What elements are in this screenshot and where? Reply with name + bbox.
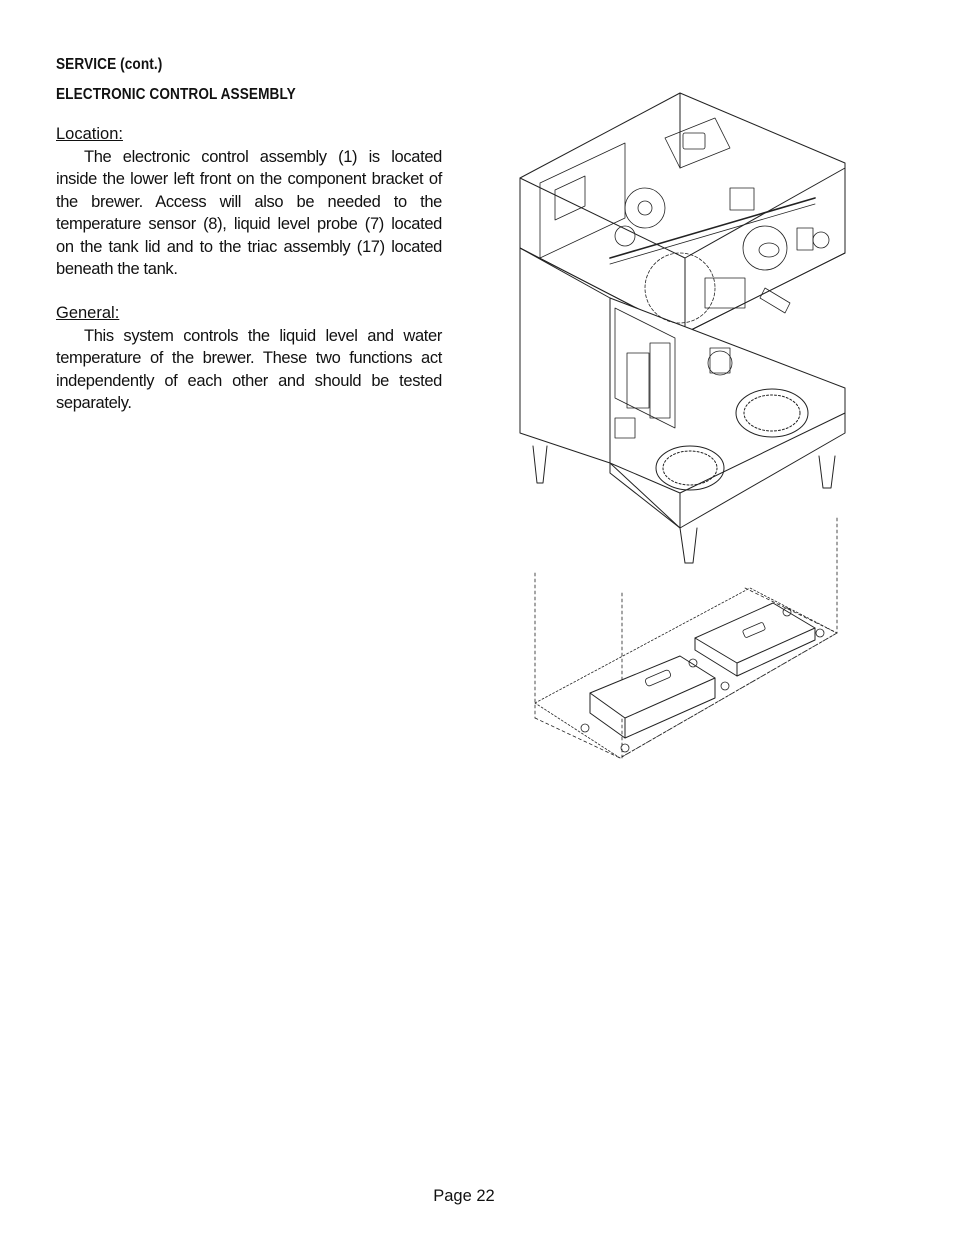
section-heading: SERVICE (cont.) — [56, 56, 163, 73]
general-label: General: — [56, 304, 120, 322]
brewer-exploded-illustration — [515, 88, 855, 768]
page-title: ELECTRONIC CONTROL ASSEMBLY — [56, 86, 296, 103]
location-label: Location: — [56, 125, 123, 143]
upper-housing-drawing — [520, 93, 845, 333]
page-number: Page 22 — [433, 1187, 495, 1205]
general-section — [56, 302, 442, 415]
base-tray-drawing — [535, 588, 837, 758]
location-section — [56, 123, 442, 281]
general-paragraph: This system controls the liquid level and water temperature of the brewer. These two functions act independently of each other and should be tested separately. — [56, 326, 442, 412]
location-paragraph: The electronic control assembly (1) is located inside the lower left front on the component bracket of the brewer. Access will also be needed to the temperature sensor (8), liquid level probe (7) located on the tank lid and to the triac assembly (17) located beneath the tank. — [56, 147, 442, 278]
